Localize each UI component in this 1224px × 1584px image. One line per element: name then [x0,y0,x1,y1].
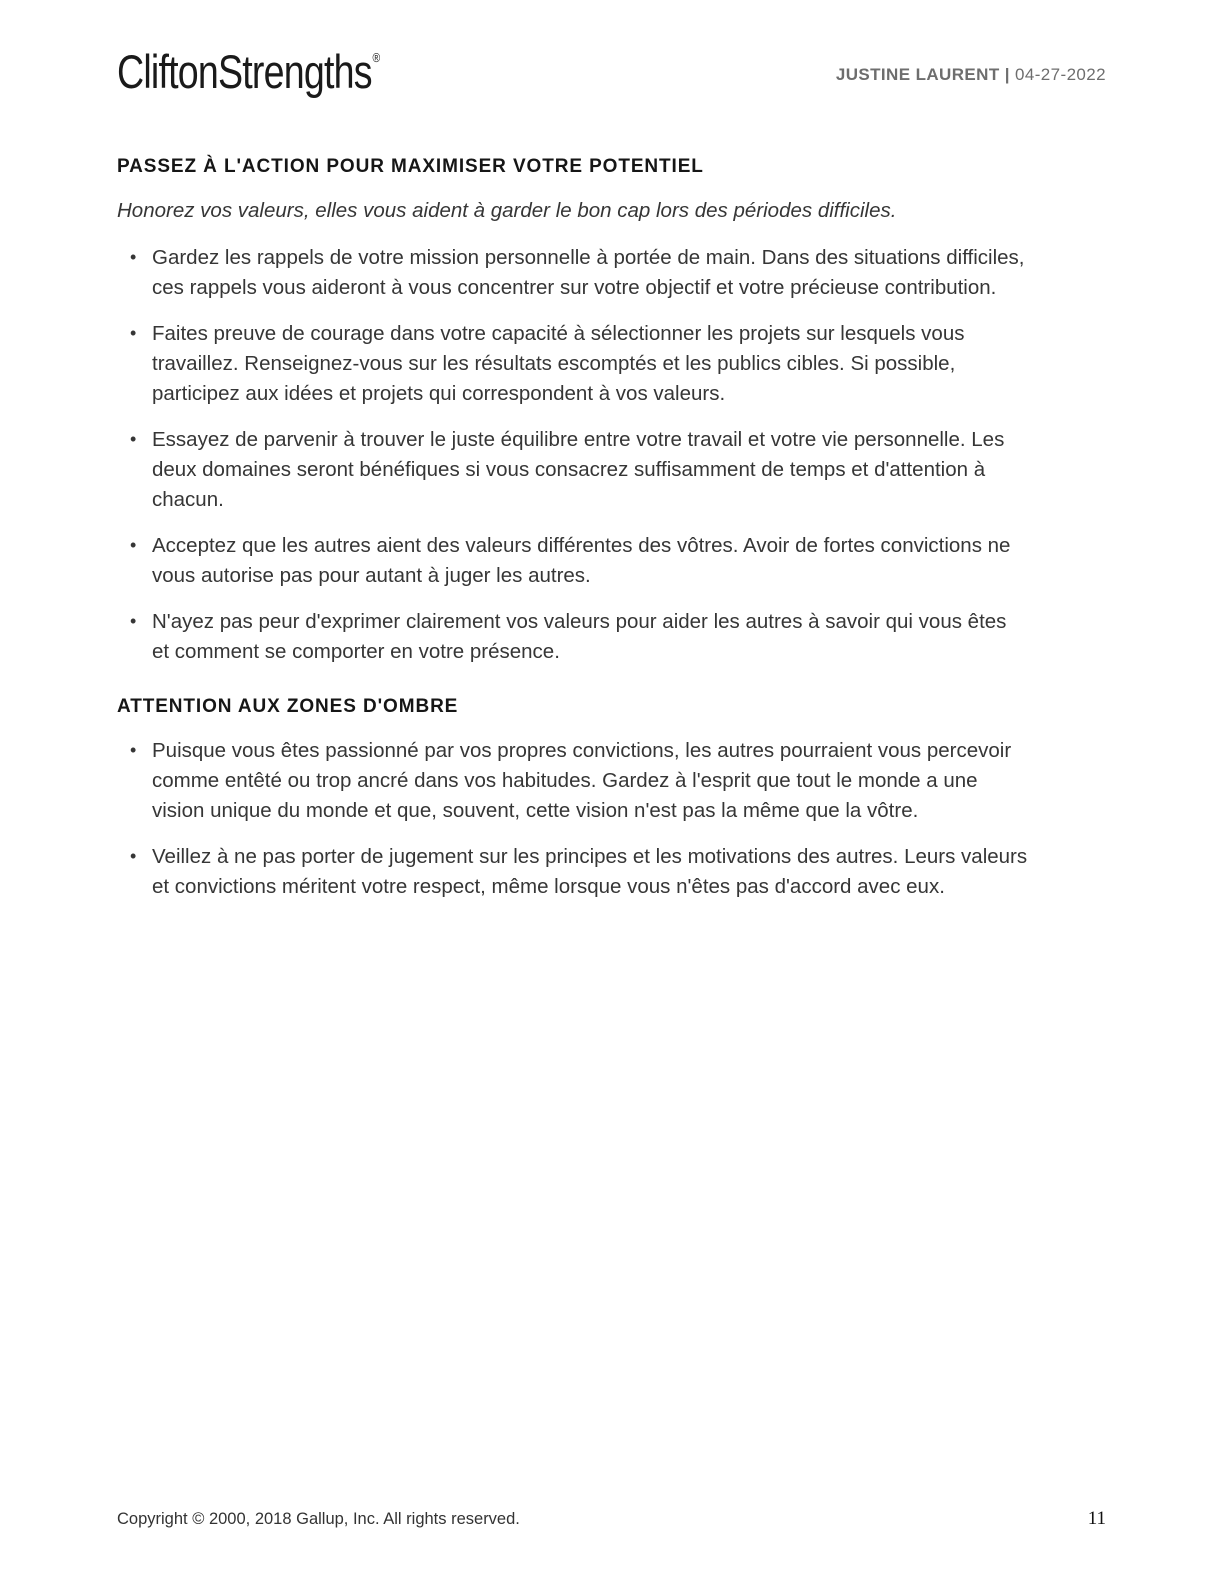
bullet-icon: • [130,611,137,631]
logo-text: CliftonStrengths [117,45,372,98]
list-item [117,425,1029,515]
report-content [0,155,1224,902]
header-separator: | [1004,64,1010,84]
bullet-text: Veillez à ne pas porter de jugement sur les principes et les motivations des autres. Leurs valeurs et convictions méritent votre respect, même lorsque vous n'êtes pas d'accord avec eux. [152,845,1028,898]
page-header [0,0,1224,99]
list-item [117,319,1029,409]
user-name: JUSTINE LAURENT [835,64,1000,84]
section-blind-spots [117,695,1106,902]
bullet-text: Puisque vous êtes passionné par vos propres convictions, les autres pourraient vous percevoir comme entêté ou trop ancré dans vos habitudes. Gardez à l'esprit que tout le monde a une vision unique du monde et que, souvent, cette vision n'est pas la même que la vôtre. [152,739,1012,822]
section-heading: ATTENTION AUX ZONES D'OMBRE [117,696,459,717]
brand-logo [117,44,380,99]
bullet-icon: • [130,429,137,449]
list-item [117,531,1029,591]
report-date: 04-27-2022 [1015,64,1106,84]
bullet-text: Acceptez que les autres aient des valeurs différentes des vôtres. Avoir de fortes convictions ne vous autorise pas pour autant à juger les autres. [152,534,1011,587]
bullet-icon: • [130,323,137,343]
bullet-text: Gardez les rappels de votre mission personnelle à portée de main. Dans des situations difficiles, ces rappels vous aideront à vous concentrer sur votre objectif et votre précieuse contribution. [152,246,1025,299]
footer-copyright: Copyright © 2000, 2018 Gallup, Inc. All rights reserved. [117,1510,520,1528]
section-action-items [117,155,1106,667]
bullet-text: N'ayez pas peur d'exprimer clairement vos valeurs pour aider les autres à savoir qui vous êtes et comment se comporter en votre présence. [152,610,1007,663]
bullet-icon: • [130,846,137,866]
page-number: 11 [1087,1508,1106,1529]
bullet-list [117,736,1106,902]
bullet-text: Faites preuve de courage dans votre capacité à sélectionner les projets sur lesquels vous travaillez. Renseignez-vous sur les résultats escomptés et les publics cibles. Si possible, participez aux idées et projets qui correspondent à vos valeurs. [152,322,965,405]
page-footer [117,1508,1106,1530]
list-item [117,842,1029,902]
list-item [117,607,1029,667]
registered-trademark-icon: ® [372,50,381,65]
bullet-icon: • [130,740,137,760]
list-item [117,243,1029,303]
bullet-list [117,243,1106,667]
bullet-icon: • [130,535,137,555]
bullet-icon: • [130,247,137,267]
section-intro: Honorez vos valeurs, elles vous aident à garder le bon cap lors des périodes difficiles. [117,199,897,222]
user-info [836,59,1106,85]
section-heading: PASSEZ À L'ACTION POUR MAXIMISER VOTRE POTENTIEL [117,156,704,177]
list-item [117,736,1029,826]
bullet-text: Essayez de parvenir à trouver le juste équilibre entre votre travail et votre vie personnelle. Les deux domaines seront bénéfiques si vous consacrez suffisamment de temps et d'attention à chacun. [152,428,1005,511]
